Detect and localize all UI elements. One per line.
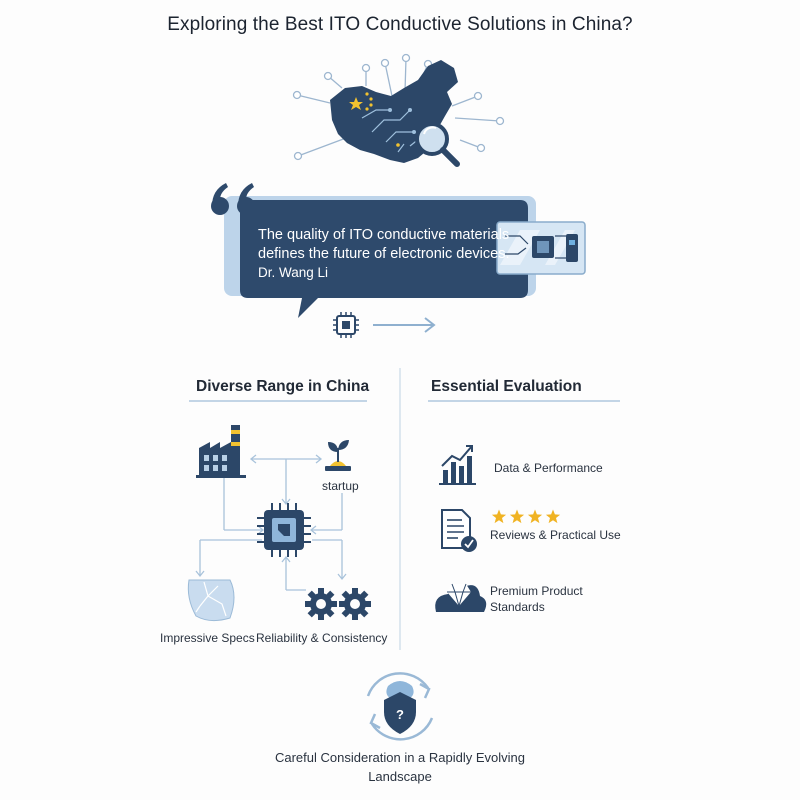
startup-label: startup: [322, 479, 359, 493]
chip-arrow-icon: [333, 312, 434, 338]
left-section-title: Diverse Range in China: [196, 378, 370, 395]
star-icon: [510, 510, 524, 524]
star-rating: [492, 510, 560, 524]
china-map-icon: [294, 55, 504, 165]
svg-text:?: ?: [396, 707, 404, 722]
factory-icon: [196, 425, 246, 478]
star-icon: [528, 510, 542, 524]
premium-standards-label: Premium Product Standards: [490, 584, 583, 614]
document-check-icon: [442, 510, 477, 552]
quote-text: The quality of ITO conductive materials defines the future of electronic devices.: [258, 227, 510, 262]
quote-author: Dr. Wang Li: [258, 265, 329, 280]
startup-sprout-icon: [325, 440, 351, 471]
bar-chart-icon: [439, 446, 476, 484]
star-icon: [492, 510, 506, 524]
data-performance-label: Data & Performance: [494, 461, 603, 475]
cracked-glass-icon: [188, 580, 234, 621]
shield-cycle-icon: [368, 673, 432, 739]
right-section-title: Essential Evaluation: [431, 378, 582, 395]
center-chip-icon: [257, 503, 311, 557]
reliability-label: Reliability & Consistency: [256, 631, 388, 645]
impressive-specs-label: Impressive Specs: [160, 631, 255, 645]
page-title: Exploring the Best ITO Conductive Solutions in China?: [167, 14, 633, 35]
reviews-label: Reviews & Practical Use: [490, 528, 621, 542]
star-icon: [546, 510, 560, 524]
diamond-cloud-icon: [435, 584, 486, 612]
gears-icon: [305, 588, 371, 620]
footer-text: Careful Consideration in a Rapidly Evolving Landscape: [274, 750, 526, 784]
